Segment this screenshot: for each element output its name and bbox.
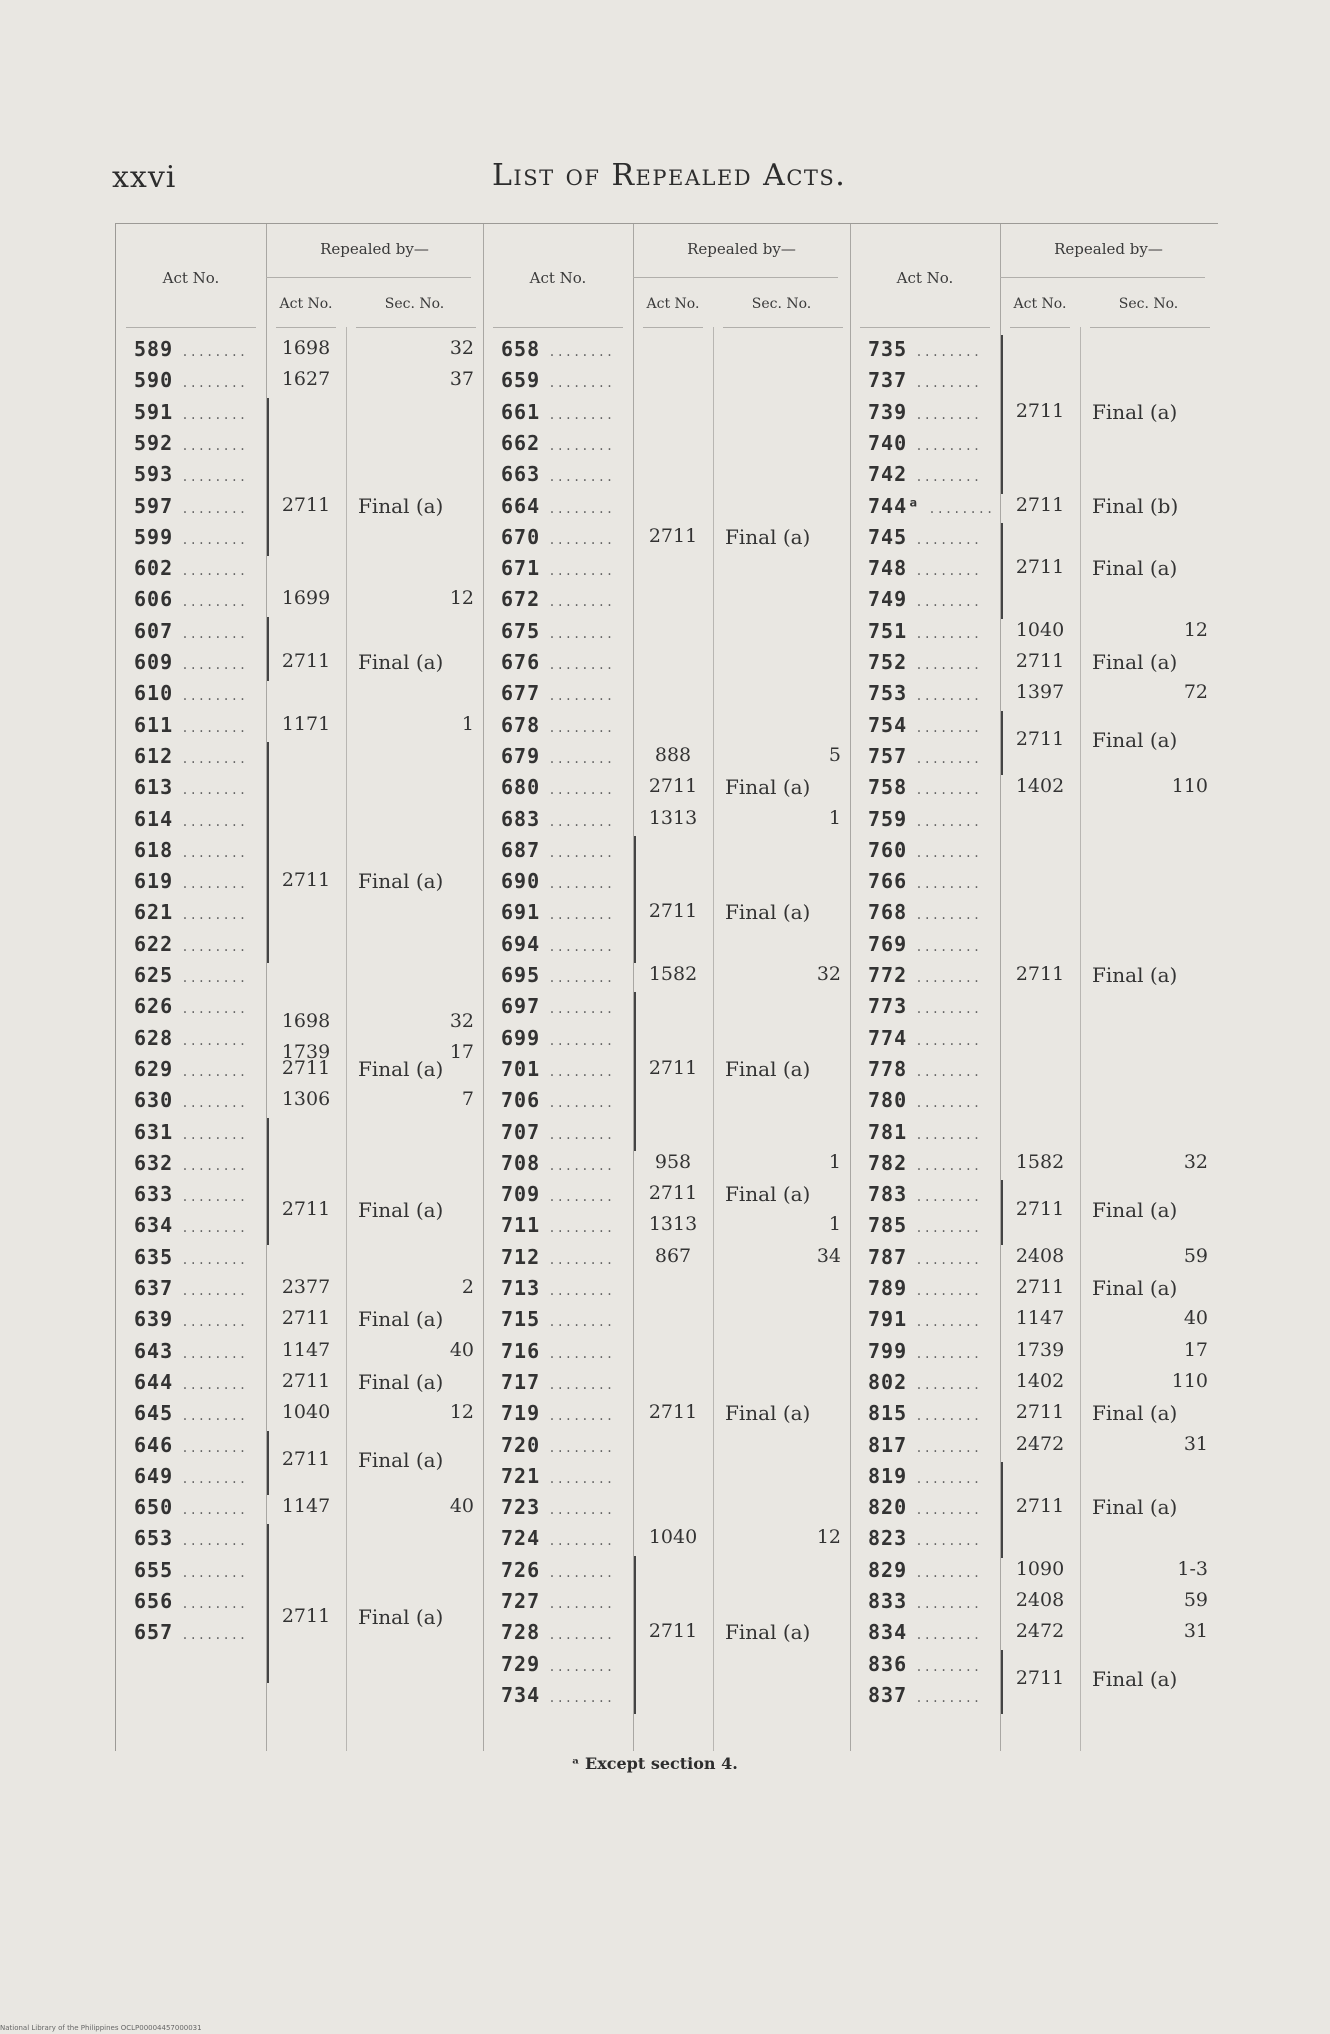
repealing-act-number: 1040 — [1015, 618, 1065, 641]
repealing-act-number: 2711 — [281, 1369, 331, 1392]
header-section-no: Sec. No. — [384, 296, 445, 312]
act-number: 645 ..... — [134, 1401, 247, 1425]
brace — [267, 742, 276, 963]
act-number: 706 ..... — [501, 1088, 614, 1112]
act-number: 744ᵃ ..... — [868, 494, 994, 518]
repealing-section-number: 7 — [461, 1088, 474, 1111]
act-number: 622 ..... — [134, 932, 247, 956]
header-rule — [266, 277, 471, 278]
act-number: 672 ..... — [501, 587, 614, 611]
repealing-section-final: Final (a) — [1092, 399, 1178, 424]
act-number: 621 ..... — [134, 900, 247, 924]
act-number: 635 ..... — [134, 1245, 247, 1269]
act-number: 829 ..... — [868, 1558, 981, 1582]
act-number: 782 ..... — [868, 1151, 981, 1175]
footnote: ᵃ Except section 4. — [572, 1754, 738, 1773]
repealing-act-number: 1402 — [1015, 775, 1065, 798]
act-number: 683 ..... — [501, 807, 614, 831]
header-act-no: Act No. — [529, 269, 587, 287]
repealing-section-number: 2 — [461, 1276, 474, 1298]
act-number: 815 ..... — [868, 1401, 981, 1425]
act-number: 787 ..... — [868, 1245, 981, 1269]
act-number: 817 ..... — [868, 1433, 981, 1457]
act-number: 657 ..... — [134, 1620, 247, 1644]
header-rule — [356, 327, 476, 328]
act-number: 759 ..... — [868, 807, 981, 831]
repealing-section-final: Final (a) — [725, 1056, 811, 1081]
repealing-section-number: 1 — [828, 1213, 841, 1236]
repealing-section-number: 17 — [1183, 1338, 1208, 1361]
group-divider — [483, 224, 484, 1751]
repealing-act-number: 1040 — [648, 1526, 698, 1549]
act-number: 607 ..... — [134, 619, 247, 643]
act-number: 833 ..... — [868, 1589, 981, 1613]
act-number: 708 ..... — [501, 1151, 614, 1175]
act-number: 628 ..... — [134, 1026, 247, 1050]
repealing-section-number: 12 — [1183, 618, 1208, 641]
header-rule — [860, 327, 990, 328]
repealing-section-number: 5 — [828, 743, 841, 766]
act-number: 664 ..... — [501, 494, 614, 518]
act-number: 644 ..... — [134, 1370, 247, 1394]
repealing-section-final: Final (a) — [725, 524, 811, 549]
act-number: 753 ..... — [868, 681, 981, 705]
repealing-act-number: 1147 — [1015, 1307, 1065, 1330]
repealing-act-number: 1090 — [1015, 1557, 1065, 1580]
repealing-section-number: 40 — [1183, 1307, 1208, 1330]
repealing-act-number: 958 — [654, 1150, 692, 1173]
repealing-act-number: 1699 — [281, 587, 331, 610]
repealing-act-number: 2711 — [281, 1604, 331, 1627]
repealing-section-number: 32 — [449, 1009, 474, 1032]
act-number: 723 ..... — [501, 1495, 614, 1519]
repealing-act-number: 2711 — [648, 900, 698, 923]
act-number: 783 ..... — [868, 1182, 981, 1206]
repealing-act-number: 2711 — [1015, 1276, 1065, 1298]
column-divider — [633, 224, 634, 1751]
repealing-act-number: 1627 — [281, 368, 331, 391]
act-number: 778 ..... — [868, 1057, 981, 1081]
act-number: 789 ..... — [868, 1276, 981, 1300]
header-repealed-by: Repealed by— — [687, 240, 796, 258]
repealing-section-final: Final (a) — [725, 1401, 811, 1426]
repealing-act-number: 2711 — [648, 1401, 698, 1424]
brace — [1001, 1462, 1010, 1558]
repealing-section-final: Final (a) — [1092, 1667, 1178, 1692]
header-act-no: Act No. — [162, 269, 220, 287]
repealing-act-number: 1582 — [1015, 1150, 1065, 1173]
act-number: 768 ..... — [868, 900, 981, 924]
act-number: 701 ..... — [501, 1057, 614, 1081]
act-number: 671 ..... — [501, 556, 614, 580]
repealing-section-final: Final (a) — [1092, 963, 1178, 987]
act-number: 677 ..... — [501, 681, 614, 705]
repealing-act-number: 2711 — [1015, 650, 1065, 672]
act-number: 749 ..... — [868, 587, 981, 611]
act-number: 593 ..... — [134, 462, 247, 486]
repealing-section-final: Final (a) — [358, 1369, 444, 1394]
repealing-act-number: 2711 — [1015, 399, 1065, 422]
act-number: 712 ..... — [501, 1245, 614, 1269]
act-number: 649 ..... — [134, 1464, 247, 1488]
brace — [1001, 1180, 1010, 1245]
brace — [634, 1556, 643, 1715]
repealing-section-final: Final (a) — [358, 493, 444, 518]
repealing-section-final: Final (a) — [1092, 728, 1178, 753]
act-number: 740 ..... — [868, 431, 981, 455]
act-number: 611 ..... — [134, 713, 247, 737]
act-number: 716 ..... — [501, 1339, 614, 1363]
repealing-act-number: 2711 — [648, 524, 698, 547]
act-number: 697 ..... — [501, 994, 614, 1018]
repealing-act-number: 1739 — [1015, 1338, 1065, 1361]
brace — [267, 617, 276, 682]
repealing-act-number: 1739 — [281, 1041, 331, 1064]
repealing-act-number: 1582 — [648, 963, 698, 985]
act-number: 699 ..... — [501, 1026, 614, 1050]
repealing-act-number: 2711 — [648, 775, 698, 798]
header-repealing-act-no: Act No. — [279, 296, 333, 312]
repealing-section-number: 110 — [1171, 1369, 1208, 1392]
header-rule — [1000, 277, 1205, 278]
repealing-section-final: Final (a) — [725, 900, 811, 925]
act-number: 780 ..... — [868, 1088, 981, 1112]
repealing-act-number: 1147 — [281, 1495, 331, 1518]
repealing-act-number: 2711 — [281, 1307, 331, 1330]
act-number: 739 ..... — [868, 400, 981, 424]
act-number: 713 ..... — [501, 1276, 614, 1300]
act-number: 758 ..... — [868, 775, 981, 799]
repealing-section-final: Final (a) — [725, 775, 811, 800]
act-number: 680 ..... — [501, 775, 614, 799]
act-number: 653 ..... — [134, 1526, 247, 1550]
act-number: 773 ..... — [868, 994, 981, 1018]
act-number: 791 ..... — [868, 1307, 981, 1331]
act-number: 630 ..... — [134, 1088, 247, 1112]
act-number: 631 ..... — [134, 1120, 247, 1144]
act-number: 626 ..... — [134, 994, 247, 1018]
repealing-section-number: 32 — [449, 337, 474, 359]
act-number: 614 ..... — [134, 807, 247, 831]
repealing-act-number: 1040 — [281, 1401, 331, 1424]
group-divider — [850, 224, 851, 1751]
act-number: 836 ..... — [868, 1652, 981, 1676]
repealing-section-number: 34 — [816, 1244, 841, 1267]
brace — [267, 1118, 276, 1245]
act-number: 745 ..... — [868, 525, 981, 549]
act-number: 656 ..... — [134, 1589, 247, 1613]
brace — [1001, 1650, 1010, 1715]
act-number: 726 ..... — [501, 1558, 614, 1582]
repealing-section-number: 110 — [1171, 775, 1208, 798]
repealing-section-number: 40 — [449, 1495, 474, 1518]
header-rule — [1090, 327, 1210, 328]
repealing-section-number: 59 — [1183, 1244, 1208, 1267]
act-number: 728 ..... — [501, 1620, 614, 1644]
act-number: 676 ..... — [501, 650, 614, 674]
repealing-section-final: Final (a) — [1092, 556, 1178, 581]
act-number: 590 ..... — [134, 368, 247, 392]
brace — [1001, 523, 1010, 619]
act-number: 709 ..... — [501, 1182, 614, 1206]
act-number: 633 ..... — [134, 1182, 247, 1206]
repealing-section-number: 40 — [449, 1338, 474, 1361]
act-number: 650 ..... — [134, 1495, 247, 1519]
repealing-section-number: 72 — [1183, 681, 1208, 704]
act-number: 670 ..... — [501, 525, 614, 549]
repealing-act-number: 2711 — [1015, 1197, 1065, 1220]
repealing-section-number: 32 — [816, 963, 841, 985]
header-repealing-act-no: Act No. — [646, 296, 700, 312]
repealing-act-number: 2472 — [1015, 1432, 1065, 1455]
act-number: 637 ..... — [134, 1276, 247, 1300]
act-number: 785 ..... — [868, 1213, 981, 1237]
act-number: 643 ..... — [134, 1339, 247, 1363]
repealing-act-number: 1698 — [281, 337, 331, 359]
repealing-section-number: 17 — [449, 1041, 474, 1064]
act-number: 690 ..... — [501, 869, 614, 893]
subcolumn-divider — [1080, 327, 1081, 1751]
header-rule — [493, 327, 623, 328]
act-number: 625 ..... — [134, 963, 247, 987]
repealing-section-final: Final (b) — [1092, 493, 1179, 518]
act-number: 678 ..... — [501, 713, 614, 737]
repealing-act-number: 2711 — [1015, 556, 1065, 579]
repealing-section-number: 37 — [449, 368, 474, 391]
repealing-section-final: Final (a) — [1092, 650, 1178, 674]
footer-credit: National Library of the Philippines OCLP00004457000031 — [0, 2024, 202, 2032]
repealing-section-number: 31 — [1183, 1620, 1208, 1643]
repealing-act-number: 2377 — [281, 1276, 331, 1298]
repealing-section-number: 31 — [1183, 1432, 1208, 1455]
repealing-section-final: Final (a) — [358, 1604, 444, 1629]
act-number: 769 ..... — [868, 932, 981, 956]
act-number: 717 ..... — [501, 1370, 614, 1394]
header-section-no: Sec. No. — [1118, 296, 1179, 312]
act-number: 659 ..... — [501, 368, 614, 392]
repealing-act-number: 2711 — [1015, 963, 1065, 985]
repealing-section-final: Final (a) — [1092, 1276, 1178, 1300]
repealing-section-final: Final (a) — [358, 1197, 444, 1222]
repealing-act-number: 2711 — [1015, 493, 1065, 516]
act-number: 837 ..... — [868, 1683, 981, 1707]
repealing-section-final: Final (a) — [725, 1182, 811, 1207]
header-rule — [633, 277, 838, 278]
act-number: 661 ..... — [501, 400, 614, 424]
repealing-act-number: 2711 — [281, 869, 331, 892]
repealing-section-final: Final (a) — [358, 1448, 444, 1473]
repealing-section-number: 12 — [449, 587, 474, 610]
brace — [634, 992, 643, 1151]
page-number: xxvi — [112, 160, 177, 195]
repealing-act-number: 2711 — [1015, 1667, 1065, 1690]
act-number: 834 ..... — [868, 1620, 981, 1644]
act-number: 751 ..... — [868, 619, 981, 643]
act-number: 597 ..... — [134, 494, 247, 518]
repealing-section-final: Final (a) — [725, 1620, 811, 1645]
act-number: 675 ..... — [501, 619, 614, 643]
header-rule — [276, 327, 336, 328]
repealing-section-final: Final (a) — [1092, 1495, 1178, 1520]
repealed-acts-table — [115, 223, 1218, 1751]
act-number: 629 ..... — [134, 1057, 247, 1081]
act-number: 760 ..... — [868, 838, 981, 862]
act-number: 646 ..... — [134, 1433, 247, 1457]
act-number: 655 ..... — [134, 1558, 247, 1582]
act-number: 639 ..... — [134, 1307, 247, 1331]
act-number: 663 ..... — [501, 462, 614, 486]
repealing-act-number: 1402 — [1015, 1369, 1065, 1392]
repealing-section-final: Final (a) — [358, 1307, 444, 1332]
header-repealing-act-no: Act No. — [1013, 296, 1067, 312]
act-number: 589 ..... — [134, 337, 247, 361]
repealing-section-final: Final (a) — [358, 650, 444, 674]
act-number: 719 ..... — [501, 1401, 614, 1425]
act-number: 658 ..... — [501, 337, 614, 361]
repealing-act-number: 1313 — [648, 1213, 698, 1236]
brace — [634, 836, 643, 963]
repealing-act-number: 2472 — [1015, 1620, 1065, 1643]
repealing-act-number: 2408 — [1015, 1244, 1065, 1267]
repealing-section-number: 1 — [828, 806, 841, 829]
brace — [267, 1524, 276, 1683]
repealing-section-final: Final (a) — [1092, 1401, 1178, 1426]
header-rule — [1010, 327, 1070, 328]
repealing-section-number: 1-3 — [1177, 1557, 1208, 1580]
repealing-act-number: 1313 — [648, 806, 698, 829]
act-number: 609 ..... — [134, 650, 247, 674]
act-number: 592 ..... — [134, 431, 247, 455]
repealing-act-number: 2711 — [1015, 728, 1065, 751]
act-number: 687 ..... — [501, 838, 614, 862]
act-number: 734 ..... — [501, 1683, 614, 1707]
act-number: 735 ..... — [868, 337, 981, 361]
header-act-no: Act No. — [896, 269, 954, 287]
act-number: 802 ..... — [868, 1370, 981, 1394]
act-number: 695 ..... — [501, 963, 614, 987]
act-number: 772 ..... — [868, 963, 981, 987]
repealing-act-number: 2711 — [1015, 1495, 1065, 1518]
repealing-act-number: 2711 — [281, 650, 331, 672]
repealing-section-number: 32 — [1183, 1150, 1208, 1173]
act-number: 742 ..... — [868, 462, 981, 486]
act-number: 610 ..... — [134, 681, 247, 705]
act-number: 599 ..... — [134, 525, 247, 549]
act-number: 694 ..... — [501, 932, 614, 956]
act-number: 823 ..... — [868, 1526, 981, 1550]
header-repealed-by: Repealed by— — [1054, 240, 1163, 258]
subcolumn-divider — [346, 327, 347, 1751]
act-number: 618 ..... — [134, 838, 247, 862]
act-number: 757 ..... — [868, 744, 981, 768]
header-section-no: Sec. No. — [751, 296, 812, 312]
act-number: 799 ..... — [868, 1339, 981, 1363]
act-number: 781 ..... — [868, 1120, 981, 1144]
brace — [1001, 335, 1010, 494]
repealing-section-number: 1 — [461, 712, 474, 735]
repealing-act-number: 2711 — [281, 493, 331, 516]
act-number: 727 ..... — [501, 1589, 614, 1613]
act-number: 619 ..... — [134, 869, 247, 893]
act-number: 606 ..... — [134, 587, 247, 611]
repealing-act-number: 2711 — [648, 1620, 698, 1643]
header-rule — [643, 327, 703, 328]
act-number: 754 ..... — [868, 713, 981, 737]
repealing-act-number: 1147 — [281, 1338, 331, 1361]
brace — [267, 1431, 276, 1496]
brace — [1001, 711, 1010, 776]
repealing-act-number: 2711 — [1015, 1401, 1065, 1424]
repealing-act-number: 2711 — [281, 1197, 331, 1220]
repealing-section-number: 12 — [449, 1401, 474, 1424]
act-number: 662 ..... — [501, 431, 614, 455]
act-number: 729 ..... — [501, 1652, 614, 1676]
repealing-act-number: 1171 — [281, 712, 331, 735]
repealing-act-number: 888 — [654, 743, 692, 766]
header-repealed-by: Repealed by— — [320, 240, 429, 258]
act-number: 766 ..... — [868, 869, 981, 893]
act-number: 707 ..... — [501, 1120, 614, 1144]
act-number: 711 ..... — [501, 1213, 614, 1237]
repealing-section-final: Final (a) — [358, 869, 444, 894]
act-number: 737 ..... — [868, 368, 981, 392]
act-number: 748 ..... — [868, 556, 981, 580]
repealing-act-number: 2408 — [1015, 1589, 1065, 1611]
act-number: 724 ..... — [501, 1526, 614, 1550]
repealing-act-number: 2711 — [648, 1182, 698, 1205]
repealing-act-number: 2711 — [281, 1056, 331, 1079]
header-rule — [723, 327, 843, 328]
repealing-section-final: Final (a) — [1092, 1197, 1178, 1222]
act-number: 679 ..... — [501, 744, 614, 768]
act-number: 634 ..... — [134, 1213, 247, 1237]
act-number: 691 ..... — [501, 900, 614, 924]
act-number: 752 ..... — [868, 650, 981, 674]
act-number: 632 ..... — [134, 1151, 247, 1175]
act-number: 820 ..... — [868, 1495, 981, 1519]
repealing-act-number: 867 — [654, 1244, 692, 1267]
repealing-section-number: 1 — [828, 1150, 841, 1173]
repealing-act-number: 1306 — [281, 1088, 331, 1111]
header-rule — [126, 327, 256, 328]
repealing-act-number: 2711 — [648, 1056, 698, 1079]
repealing-act-number: 1698 — [281, 1009, 331, 1032]
act-number: 721 ..... — [501, 1464, 614, 1488]
repealing-section-final: Final (a) — [358, 1056, 444, 1081]
act-number: 715 ..... — [501, 1307, 614, 1331]
act-number: 613 ..... — [134, 775, 247, 799]
brace — [267, 398, 276, 557]
act-number: 602 ..... — [134, 556, 247, 580]
repealing-act-number: 1397 — [1015, 681, 1065, 704]
repealing-section-number: 12 — [816, 1526, 841, 1549]
page-title: List of Repealed Acts. — [492, 158, 847, 193]
repealing-act-number: 2711 — [281, 1448, 331, 1471]
repealing-section-number: 59 — [1183, 1589, 1208, 1611]
act-number: 819 ..... — [868, 1464, 981, 1488]
act-number: 720 ..... — [501, 1433, 614, 1457]
act-number: 774 ..... — [868, 1026, 981, 1050]
act-number: 612 ..... — [134, 744, 247, 768]
act-number: 591 ..... — [134, 400, 247, 424]
